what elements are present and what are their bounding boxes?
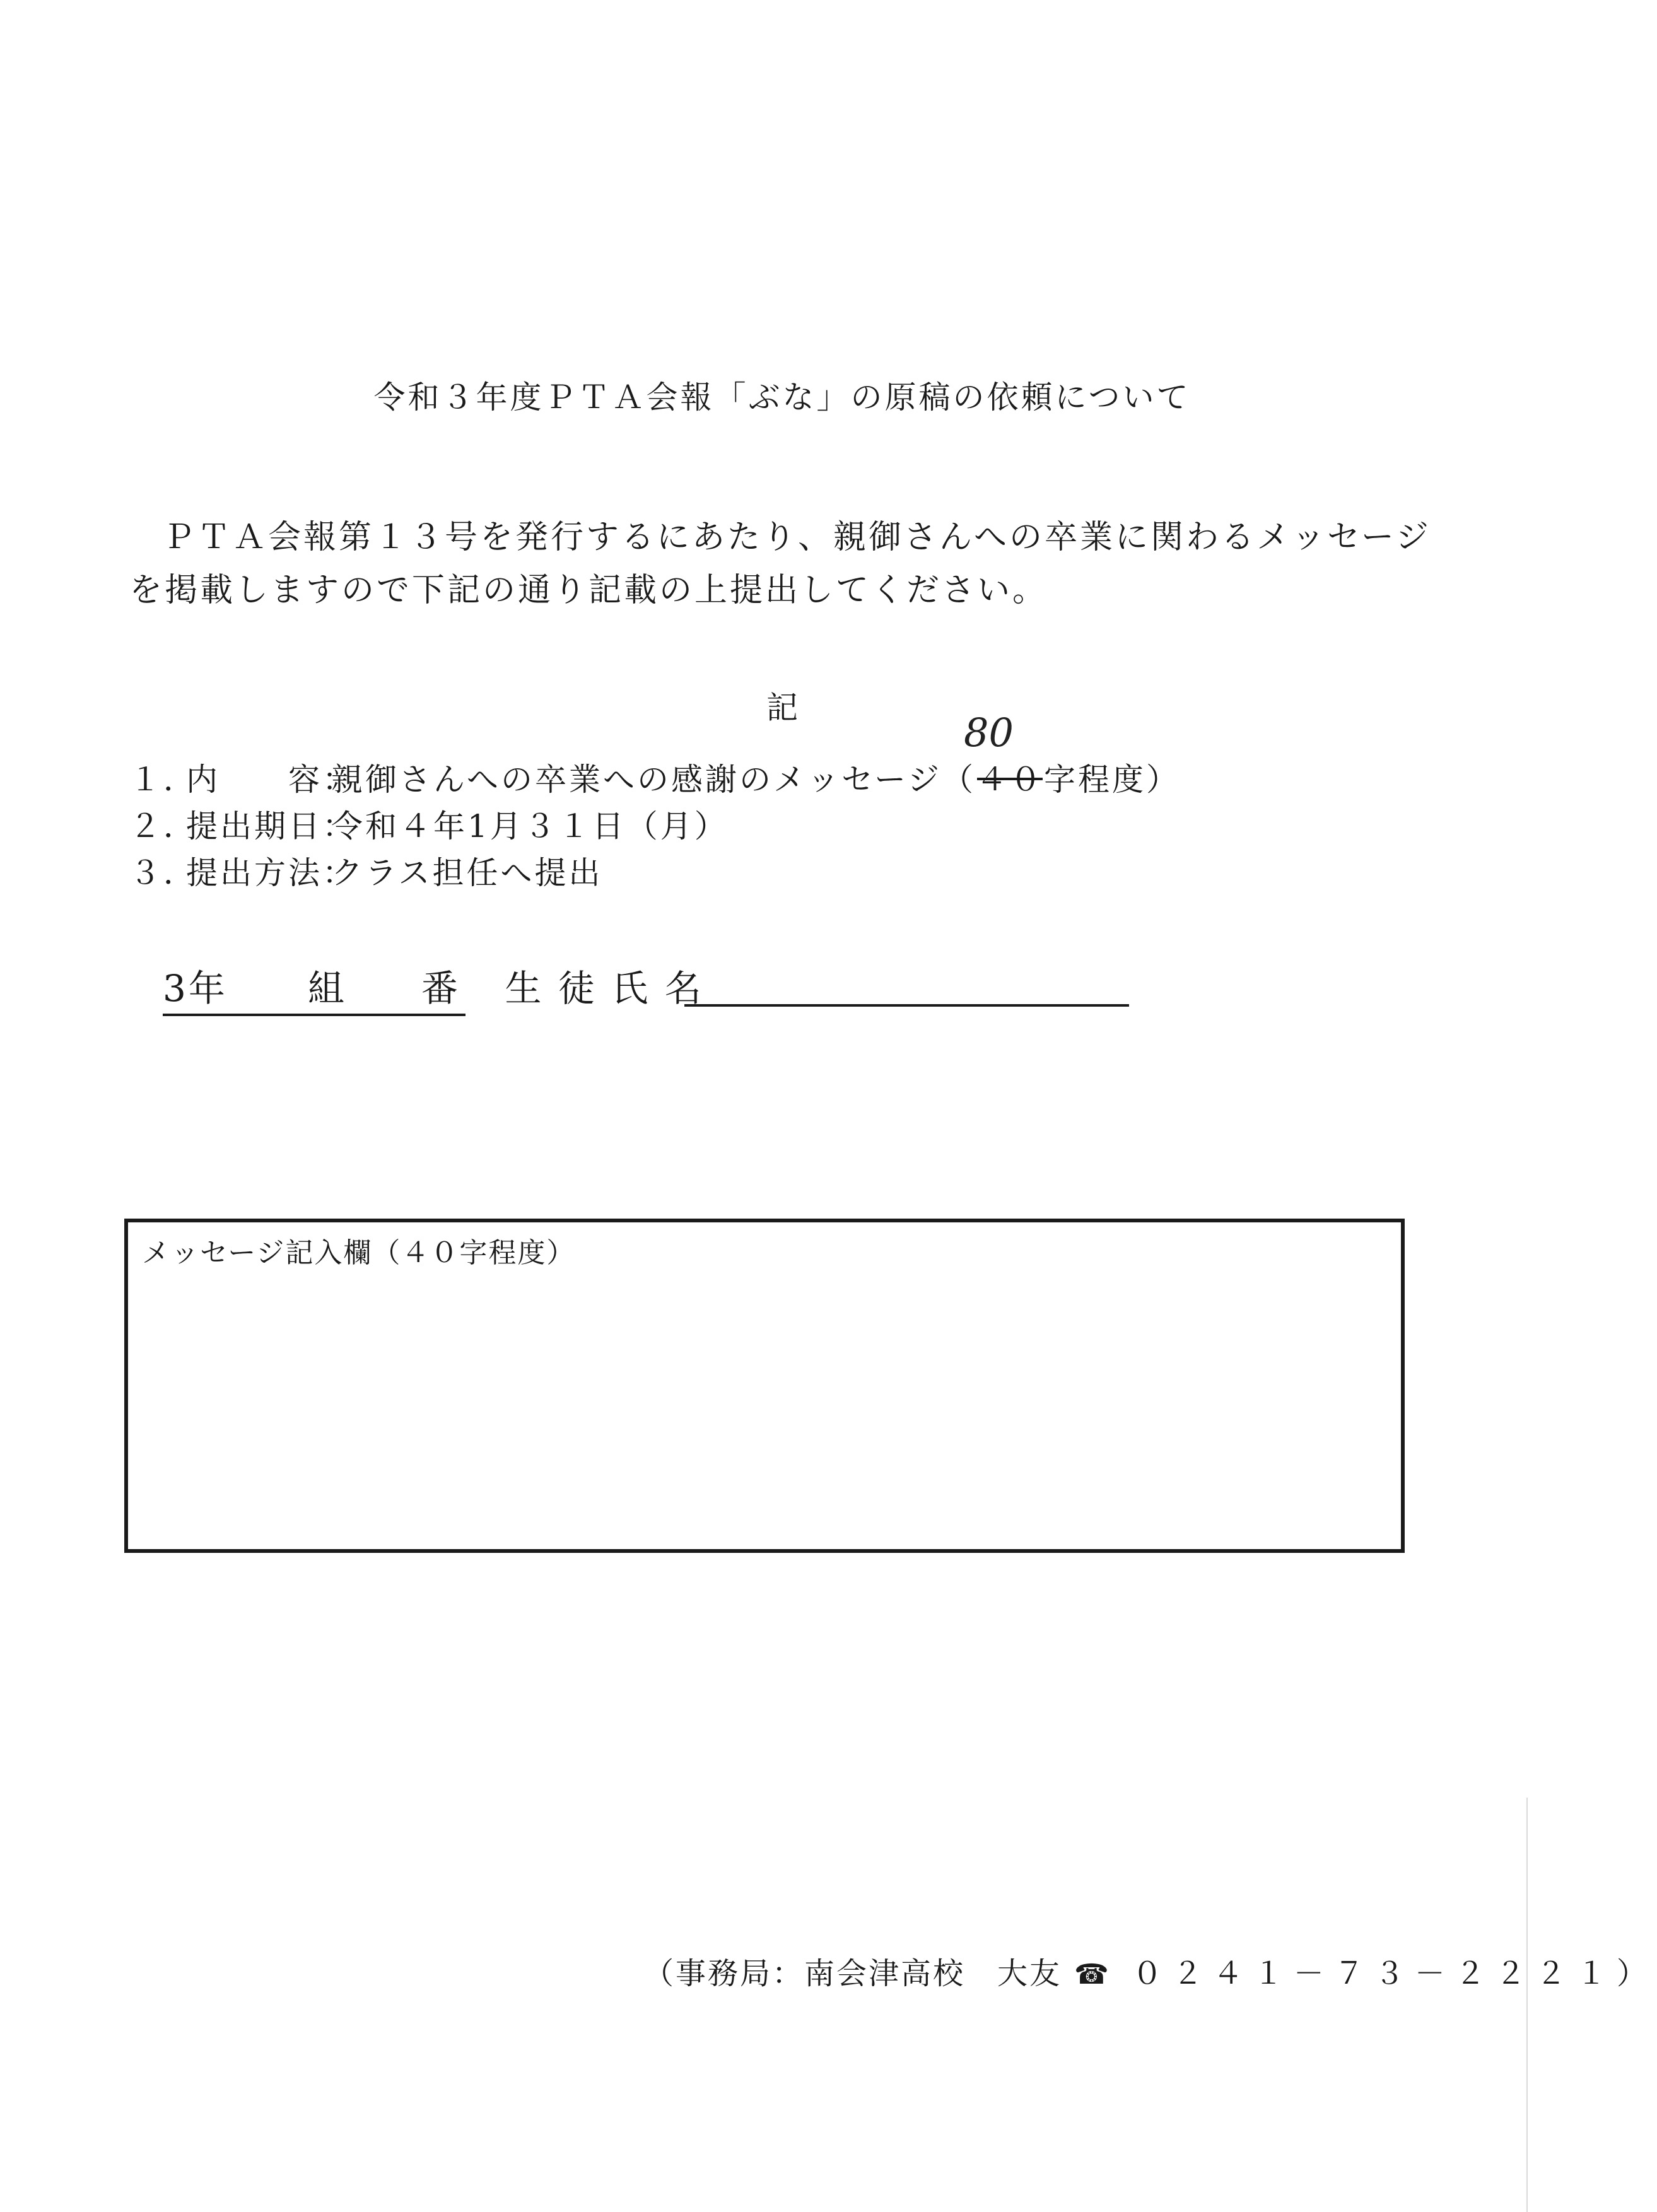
item-deadline <box>129 801 729 846</box>
kumi-label: 組 <box>308 967 348 1010</box>
intro-text: ＰＴＡ会報第１３号を発行するにあたり、親御さんへの卒業に関わるメッセージを掲載しますので下記の通り記載の上提出してください。 <box>129 518 1431 609</box>
document-title: 令和３年度ＰＴＡ会報「ぶな」の原稿の依頼について <box>373 379 1191 416</box>
item-label: 内 容： <box>186 761 356 798</box>
scan-edge-line <box>1526 1798 1528 2212</box>
office-text: （事務局：南会津高校 大友 <box>643 1956 1062 1991</box>
item-number: １． <box>129 761 197 798</box>
student-info-line <box>163 959 704 1012</box>
ki-heading: 記 <box>766 689 798 726</box>
phone-number: ０２４１－７３－２２２１） <box>1132 1956 1657 1991</box>
item-number: ３． <box>129 855 197 891</box>
struck-count: ４０ <box>976 754 1044 800</box>
handwritten-correction: 80 <box>964 710 1014 756</box>
item-label: 提出方法： <box>186 855 356 891</box>
student-name-label: 生 徒 氏 名 <box>505 967 704 1010</box>
intro-paragraph <box>129 511 1435 617</box>
class-field[interactable] <box>163 967 465 1016</box>
item-text: クラス担任へ提出 <box>331 855 603 891</box>
item-number: ２． <box>129 808 197 845</box>
item-text-post: 字程度） <box>1044 761 1180 798</box>
ban-label: 番 <box>421 967 461 1010</box>
item-method <box>129 848 603 893</box>
grade-label: 3年 <box>163 967 228 1010</box>
footer-contact <box>643 1949 1657 1993</box>
message-box-label: メッセージ記入欄（４０字程度） <box>142 1237 576 1269</box>
item-label: 提出期日： <box>186 808 356 845</box>
phone-icon: ☎ <box>1074 1958 1111 1991</box>
student-name-field[interactable] <box>684 1004 1129 1007</box>
item-text: 令和４年1月３１日（月） <box>331 808 729 845</box>
item-text: 親御さんへの卒業への感謝のメッセージ（ <box>331 761 976 798</box>
item-content <box>129 754 1180 800</box>
